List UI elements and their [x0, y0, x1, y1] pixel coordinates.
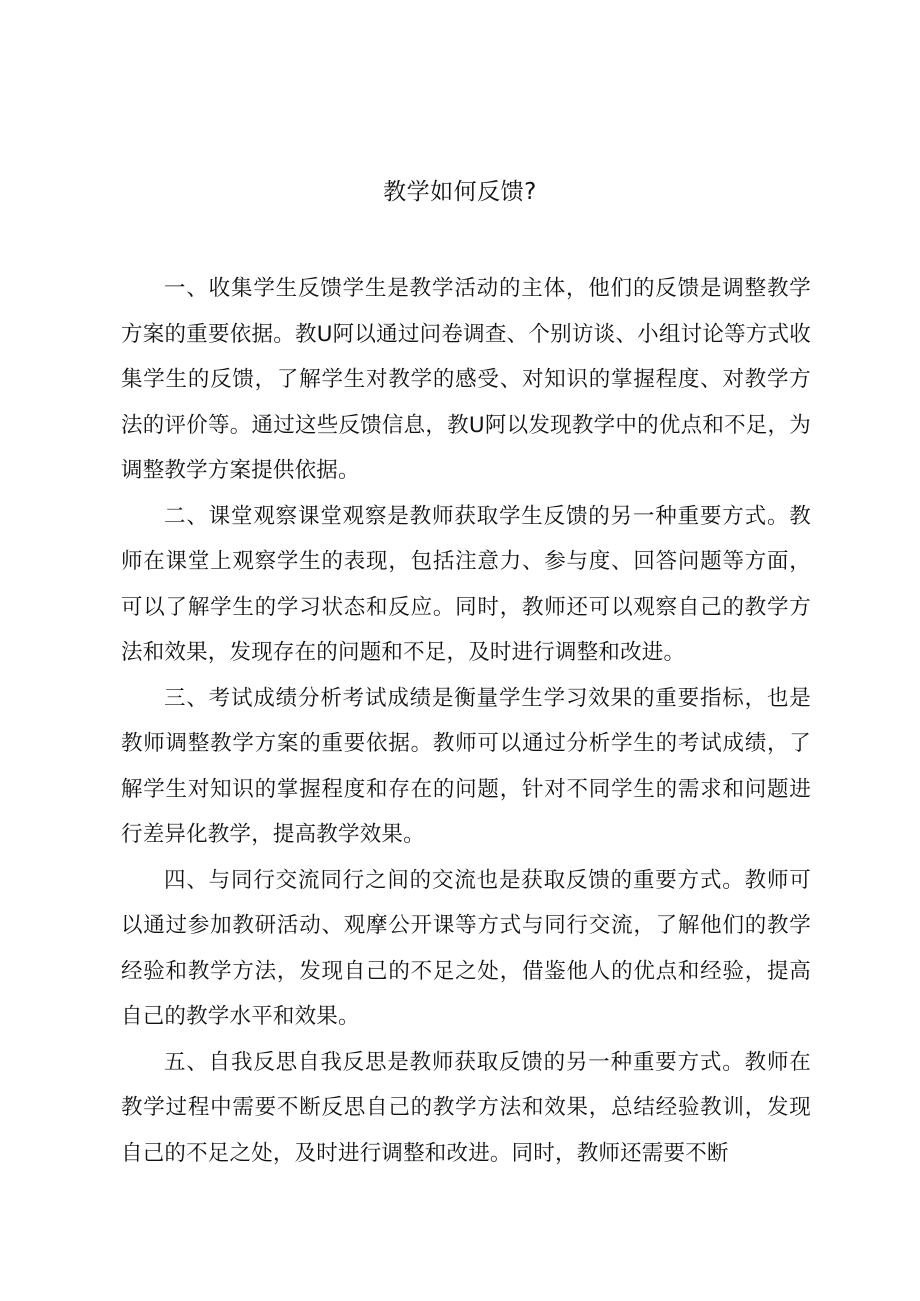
paragraph-self-reflection: 五、自我反思自我反思是教师获取反馈的另一种重要方式。教师在教学过程中需要不断反思自己的教学方法和效果，总结经验教训，发现自己的不足之处，及时进行调整和改进。同时，教师还需要不断 — [121, 1049, 811, 1166]
paragraph-collect-student-feedback: 一、收集学生反馈学生是教学活动的主体，他们的反馈是调整教学方案的重要依据。教U阿以通过问卷调查、个别访谈、小组讨论等方式收集学生的反馈，了解学生对教学的感受、对知识的掌握程度、对教学方法的评价等。通过这些反馈信息，教U阿以发现教学中的优点和不足，为调整教学方案提供依据。 — [121, 276, 811, 483]
paragraph-peer-exchange: 四、与同行交流同行之间的交流也是获取反馈的重要方式。教师可以通过参加教研活动、观摩公开课等方式与同行交流，了解他们的教学经验和教学方法，发现自己的不足之处，借鉴他人的优点和经验，提高自己的教学水平和效果。 — [121, 867, 811, 1029]
paragraph-exam-score-analysis: 三、考试成绩分析考试成绩是衡量学生学习效果的重要指标，也是教师调整教学方案的重要依据。教师可以通过分析学生的考试成绩，了解学生对知识的掌握程度和存在的问题，针对不同学生的需求和问题进行差异化教学，提高教学效果。 — [121, 685, 811, 847]
document-title: 教学如何反馈? — [383, 179, 537, 205]
paragraph-classroom-observation: 二、课堂观察课堂观察是教师获取学生反馈的另一种重要方式。教师在课堂上观察学生的表现，包括注意力、参与度、回答问题等方面，可以了解学生的学习状态和反应。同时，教师还可以观察自己的教学方法和效果，发现存在的问题和不足，及时进行调整和改进。 — [121, 503, 811, 665]
document-body — [121, 266, 811, 1176]
